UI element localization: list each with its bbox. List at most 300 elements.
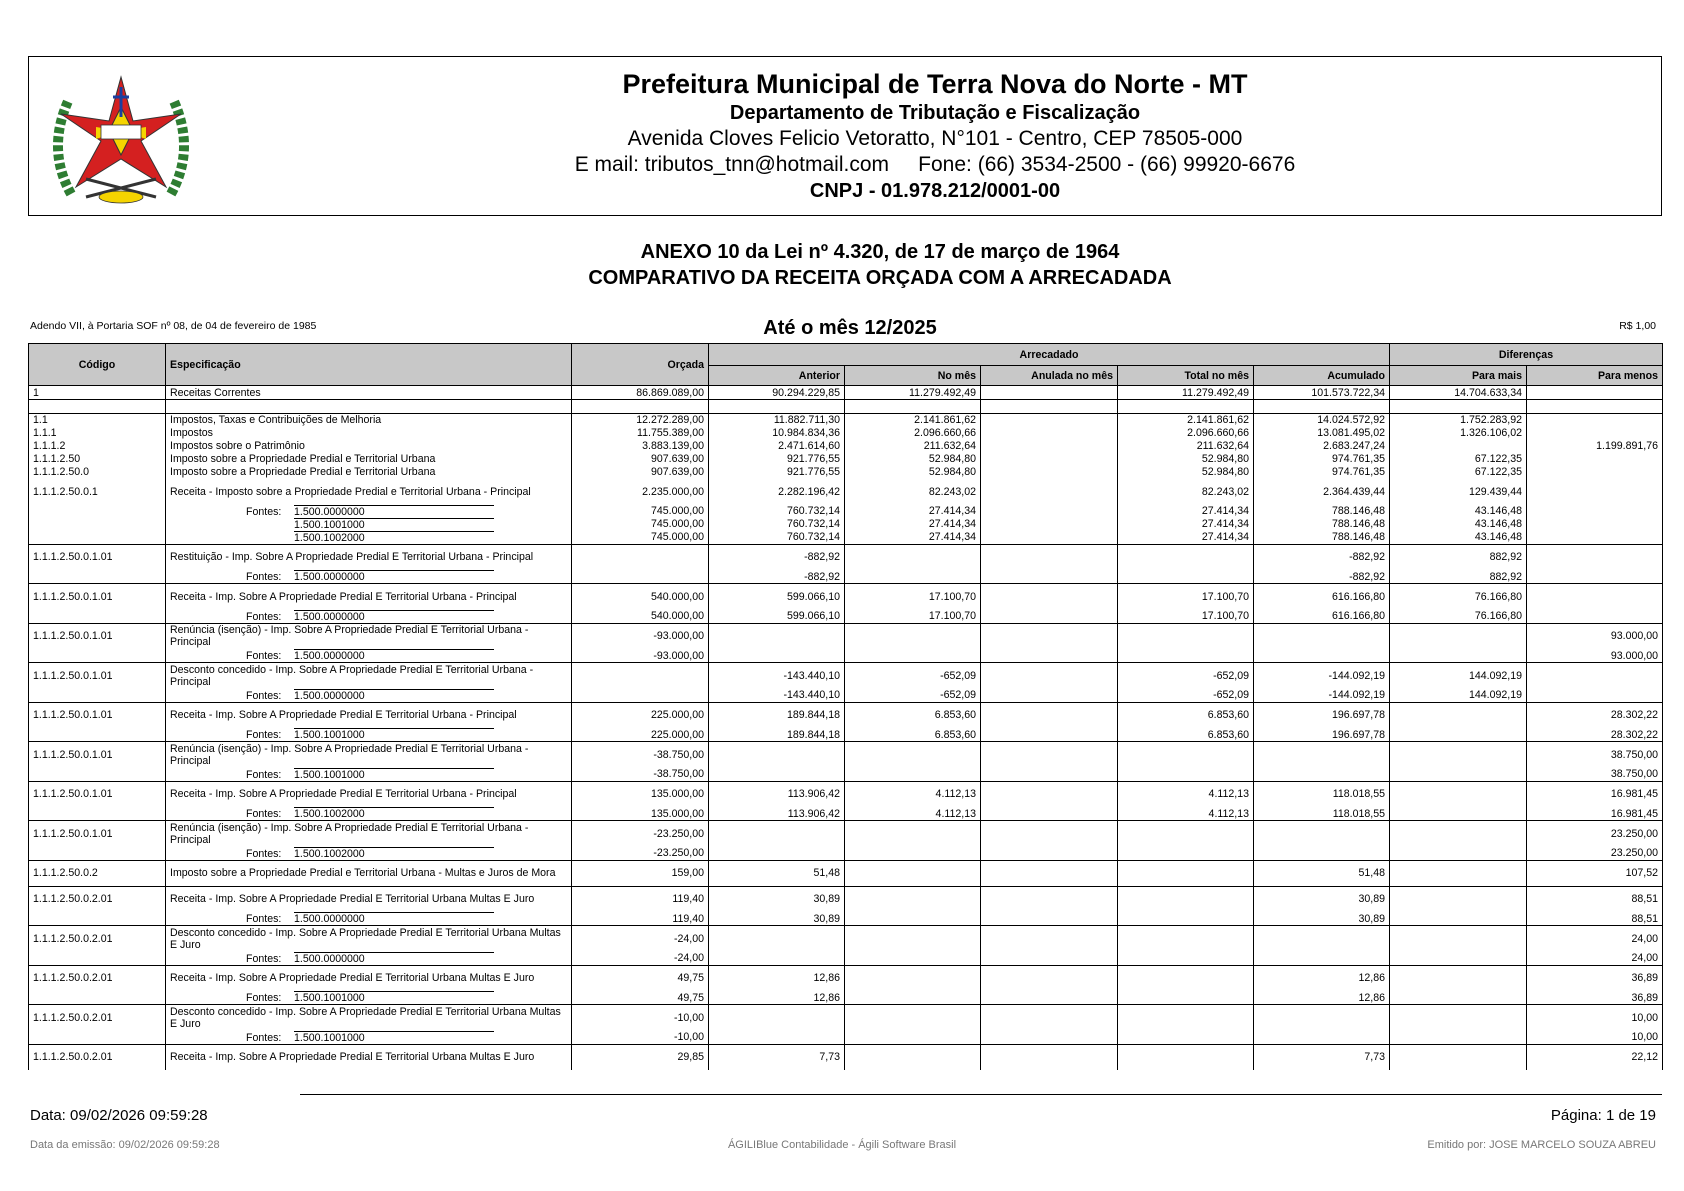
cell-anu	[981, 781, 1118, 807]
cell-orc: 159,00	[572, 860, 709, 886]
cell-ant: 599.066,10	[709, 610, 845, 624]
cell-ant	[709, 1031, 845, 1045]
cell-acu: -882,92	[1254, 570, 1390, 584]
cell-orc: -23.250,00	[572, 847, 709, 861]
cell-ant	[709, 742, 845, 768]
cell-tot	[1118, 1044, 1254, 1070]
cell-tot: 211.632,64	[1118, 440, 1254, 453]
cell-tot	[1118, 570, 1254, 584]
cell-mais: 129.439,44	[1390, 479, 1527, 505]
cell-acu: 13.081.495,02	[1254, 427, 1390, 440]
cell-mais	[1390, 807, 1527, 821]
cell-orc: -24,00	[572, 926, 709, 952]
cell-mais: 67.122,35	[1390, 466, 1527, 479]
cell-acu	[1254, 742, 1390, 768]
cell-menos	[1527, 570, 1663, 584]
cell-codigo: 1.1.1.2.50.0.2.01	[29, 965, 166, 991]
cell-mes	[845, 742, 981, 768]
cell-tot	[1118, 742, 1254, 768]
cell-acu	[1254, 926, 1390, 952]
fonte-code: 1.500.0000000	[294, 570, 494, 583]
cell-tot: 2.141.861,62	[1118, 414, 1254, 427]
cell-menos	[1527, 479, 1663, 505]
fontes-label: Fontes:	[246, 650, 282, 662]
col-anterior: Anterior	[709, 366, 845, 386]
fonte-code: 1.500.0000000	[294, 689, 494, 702]
cell-tot: 52.984,80	[1118, 466, 1254, 479]
table-row	[29, 926, 1663, 952]
cell-ant	[709, 926, 845, 952]
cell-anu	[981, 1044, 1118, 1070]
cell-orc	[572, 570, 709, 584]
cell-mais	[1390, 623, 1527, 649]
cell-acu: 51,48	[1254, 860, 1390, 886]
cell-tot	[1118, 1005, 1254, 1031]
cell-ant	[709, 847, 845, 861]
cell-anu	[981, 728, 1118, 742]
cell-codigo: 1.1.1.2.50.0.1.01	[29, 742, 166, 768]
cell-mes	[845, 1044, 981, 1070]
col-anulada: Anulada no mês	[981, 366, 1118, 386]
col-no-mes: No mês	[845, 366, 981, 386]
cell-menos	[1527, 414, 1663, 427]
cell-tot: -652,09	[1118, 689, 1254, 703]
cell-ant: -882,92	[709, 570, 845, 584]
cell-tot: 52.984,80	[1118, 453, 1254, 466]
cell-mais	[1390, 702, 1527, 728]
cell-anu	[981, 466, 1118, 479]
cell-mes: 27.414,34	[845, 505, 981, 518]
table-row	[29, 400, 1663, 414]
cell-mais	[1390, 952, 1527, 966]
table-row	[29, 663, 1663, 689]
cell-ant: -143.440,10	[709, 689, 845, 703]
fontes-label: Fontes:	[246, 768, 282, 781]
cell-anu	[981, 847, 1118, 861]
cell-orc: -23.250,00	[572, 821, 709, 847]
cell-tot: 6.853,60	[1118, 702, 1254, 728]
cell-acu: 118.018,55	[1254, 807, 1390, 821]
cell-tot: 27.414,34	[1118, 531, 1254, 545]
cell-orc: 86.869.089,00	[572, 386, 709, 400]
cell-fontes	[166, 570, 572, 584]
cell-especificacao: Receitas Correntes	[166, 386, 572, 400]
cell-codigo: 1.1	[29, 414, 166, 427]
cell-especificacao: Renúncia (isenção) - Imp. Sobre A Propriedade Predial E Territorial Urbana - Principal	[166, 623, 572, 649]
cell-acu	[1254, 768, 1390, 782]
cell-anu	[981, 505, 1118, 518]
cell-mes: 6.853,60	[845, 728, 981, 742]
cell-ant: 7,73	[709, 1044, 845, 1070]
fontes-label: Fontes:	[246, 505, 282, 518]
cell-fontes	[166, 728, 572, 742]
cell-orc: 907.639,00	[572, 466, 709, 479]
cell-codigo	[29, 531, 166, 545]
cell-menos: 24,00	[1527, 952, 1663, 966]
fonte-code: 1.500.1002000	[294, 807, 494, 820]
cell-orc: 135.000,00	[572, 807, 709, 821]
cell-codigo: 1.1.1.2.50.0.1.01	[29, 544, 166, 570]
cell-acu: 101.573.722,34	[1254, 386, 1390, 400]
cell-especificacao: Desconto concedido - Imp. Sobre A Propriedade Predial E Territorial Urbana Multas E Juro	[166, 926, 572, 952]
cell-anu	[981, 768, 1118, 782]
cell-ant: 2.282.196,42	[709, 479, 845, 505]
cell-anu	[981, 544, 1118, 570]
cell-mes	[845, 991, 981, 1005]
footer-date: Data: 09/02/2026 09:59:28	[30, 1107, 208, 1124]
cell-codigo: 1.1.1.2.50.0.1.01	[29, 623, 166, 649]
cell-fontes	[166, 768, 572, 782]
cell-codigo: 1.1.1.2.50.0.2.01	[29, 886, 166, 912]
cell-orc: -38.750,00	[572, 768, 709, 782]
cell-mais: 882,92	[1390, 544, 1527, 570]
cell-ant: 30,89	[709, 912, 845, 926]
cell-menos	[1527, 505, 1663, 518]
cell-orc: 119,40	[572, 886, 709, 912]
fontes-label: Fontes:	[246, 689, 282, 702]
cell-especificacao: Receita - Imposto sobre a Propriedade Predial e Territorial Urbana - Principal	[166, 479, 572, 505]
col-diferencas: Diferenças	[1390, 344, 1663, 366]
cell-ant: 2.471.614,60	[709, 440, 845, 453]
cell-ant: 113.906,42	[709, 807, 845, 821]
cell-orc: 49,75	[572, 965, 709, 991]
cell-ant: -143.440,10	[709, 663, 845, 689]
cell-acu	[1254, 1031, 1390, 1045]
fonte-row	[29, 610, 1663, 624]
cell-anu	[981, 427, 1118, 440]
cell-menos	[1527, 544, 1663, 570]
cell-codigo: 1.1.1.2	[29, 440, 166, 453]
cell-acu: 616.166,80	[1254, 610, 1390, 624]
cell-ant: 12,86	[709, 991, 845, 1005]
cell-menos: 10,00	[1527, 1031, 1663, 1045]
cell-codigo: 1.1.1.2.50.0	[29, 466, 166, 479]
cell-anu	[981, 807, 1118, 821]
cell-acu: 12,86	[1254, 965, 1390, 991]
cell-mais	[1390, 649, 1527, 663]
fonte-row	[29, 991, 1663, 1005]
cell-ant: 599.066,10	[709, 584, 845, 610]
cell-mais: 14.704.633,34	[1390, 386, 1527, 400]
cell-acu: 616.166,80	[1254, 584, 1390, 610]
cell-fontes	[166, 610, 572, 624]
fonte-row	[29, 912, 1663, 926]
cell-anu	[981, 440, 1118, 453]
cell-mes: 6.853,60	[845, 702, 981, 728]
table-body	[29, 386, 1663, 1071]
cell-ant	[709, 1005, 845, 1031]
cell-mais: 144.092,19	[1390, 689, 1527, 703]
cell-fontes	[166, 991, 572, 1005]
cell-anu	[981, 623, 1118, 649]
cell-codigo: 1.1.1.2.50.0.2.01	[29, 1044, 166, 1070]
cell-mais	[1390, 926, 1527, 952]
cell-tot: 17.100,70	[1118, 584, 1254, 610]
cell-menos	[1527, 531, 1663, 545]
cell-codigo	[29, 649, 166, 663]
fontes-label: Fontes:	[246, 992, 282, 1004]
cell-acu: 7,73	[1254, 1044, 1390, 1070]
col-arrecadado: Arrecadado	[709, 344, 1390, 366]
fonte-row	[29, 505, 1663, 518]
table-row	[29, 965, 1663, 991]
cell-orc: 225.000,00	[572, 702, 709, 728]
cell-mes: 211.632,64	[845, 440, 981, 453]
cell-fontes	[166, 807, 572, 821]
cell-mes: 4.112,13	[845, 807, 981, 821]
cell-ant	[709, 952, 845, 966]
fontes-label: Fontes:	[246, 610, 282, 623]
table-row	[29, 1005, 1663, 1031]
cell-especificacao: Desconto concedido - Imp. Sobre A Propriedade Predial E Territorial Urbana Multas E Juro	[166, 1005, 572, 1031]
cell-especificacao: Receita - Imp. Sobre A Propriedade Predial E Territorial Urbana Multas E Juro	[166, 965, 572, 991]
cell-menos: 107,52	[1527, 860, 1663, 886]
table-row	[29, 453, 1663, 466]
empty-cell	[29, 400, 166, 414]
fonte-code: 1.500.0000000	[294, 912, 494, 925]
cell-acu: -144.092,19	[1254, 663, 1390, 689]
cell-ant: 760.732,14	[709, 518, 845, 531]
cell-mes	[845, 649, 981, 663]
cell-orc: 119,40	[572, 912, 709, 926]
cell-mais	[1390, 821, 1527, 847]
cell-codigo	[29, 807, 166, 821]
cell-orc: -24,00	[572, 952, 709, 966]
cell-orc	[572, 663, 709, 689]
cell-mes	[845, 544, 981, 570]
cell-tot: 4.112,13	[1118, 781, 1254, 807]
cell-orc: 29,85	[572, 1044, 709, 1070]
cell-codigo: 1.1.1.2.50	[29, 453, 166, 466]
cell-ant: 760.732,14	[709, 531, 845, 545]
cell-mais	[1390, 860, 1527, 886]
cell-orc: 540.000,00	[572, 610, 709, 624]
cell-orc: -38.750,00	[572, 742, 709, 768]
cell-anu	[981, 1005, 1118, 1031]
cell-acu: 14.024.572,92	[1254, 414, 1390, 427]
fonte-row	[29, 952, 1663, 966]
cell-menos: 38.750,00	[1527, 768, 1663, 782]
cell-menos	[1527, 427, 1663, 440]
fonte-row	[29, 1031, 1663, 1045]
cell-tot: 27.414,34	[1118, 518, 1254, 531]
cell-orc: 2.235.000,00	[572, 479, 709, 505]
cell-codigo	[29, 728, 166, 742]
cell-mais: 43.146,48	[1390, 531, 1527, 545]
cell-orc: 540.000,00	[572, 584, 709, 610]
cell-orc: -10,00	[572, 1031, 709, 1045]
cell-menos: 16.981,45	[1527, 807, 1663, 821]
cell-anu	[981, 1031, 1118, 1045]
empty-cell	[166, 400, 572, 414]
cell-mais: 67.122,35	[1390, 453, 1527, 466]
cell-codigo	[29, 952, 166, 966]
cell-anu	[981, 479, 1118, 505]
cell-mes	[845, 1031, 981, 1045]
municipality-title: Prefeitura Municipal de Terra Nova do Norte - MT	[622, 69, 1248, 99]
cell-acu: 118.018,55	[1254, 781, 1390, 807]
cell-codigo: 1.1.1	[29, 427, 166, 440]
cell-codigo: 1	[29, 386, 166, 400]
empty-cell	[1118, 400, 1254, 414]
cell-tot	[1118, 991, 1254, 1005]
cell-acu: 788.146,48	[1254, 518, 1390, 531]
cell-acu: 196.697,78	[1254, 702, 1390, 728]
cell-tot	[1118, 649, 1254, 663]
cell-menos: 24,00	[1527, 926, 1663, 952]
cell-mais	[1390, 742, 1527, 768]
cell-anu	[981, 965, 1118, 991]
cell-codigo	[29, 610, 166, 624]
cell-codigo: 1.1.1.2.50.0.1.01	[29, 821, 166, 847]
fontes-label: Fontes:	[246, 729, 282, 741]
cell-ant: -882,92	[709, 544, 845, 570]
cell-mes: 17.100,70	[845, 584, 981, 610]
cell-mes: 27.414,34	[845, 531, 981, 545]
cell-mais	[1390, 847, 1527, 861]
cell-mais	[1390, 728, 1527, 742]
cell-especificacao: Receita - Imp. Sobre A Propriedade Predial E Territorial Urbana - Principal	[166, 584, 572, 610]
cell-menos: 10,00	[1527, 1005, 1663, 1031]
fonte-code: 1.500.1001000	[294, 768, 494, 781]
cell-codigo: 1.1.1.2.50.0.2.01	[29, 926, 166, 952]
cell-tot: 6.853,60	[1118, 728, 1254, 742]
cell-tot: 27.414,34	[1118, 505, 1254, 518]
cell-orc: -93.000,00	[572, 623, 709, 649]
cell-ant: 10.984.834,36	[709, 427, 845, 440]
cell-menos: 16.981,45	[1527, 781, 1663, 807]
cell-ant	[709, 821, 845, 847]
cell-especificacao: Restituição - Imp. Sobre A Propriedade Predial E Territorial Urbana - Principal	[166, 544, 572, 570]
cell-mais	[1390, 440, 1527, 453]
cell-acu: 196.697,78	[1254, 728, 1390, 742]
cell-mes: 17.100,70	[845, 610, 981, 624]
cell-mes: 82.243,02	[845, 479, 981, 505]
cell-ant: 189.844,18	[709, 702, 845, 728]
table-row	[29, 702, 1663, 728]
cell-tot	[1118, 847, 1254, 861]
cell-anu	[981, 663, 1118, 689]
cell-orc: -10,00	[572, 1005, 709, 1031]
cell-anu	[981, 912, 1118, 926]
cell-orc: 745.000,00	[572, 531, 709, 545]
cell-acu: 30,89	[1254, 912, 1390, 926]
report-title: COMPARATIVO DA RECEITA ORÇADA COM A ARRECADADA	[588, 267, 1172, 289]
cell-mais	[1390, 768, 1527, 782]
cell-ant: 30,89	[709, 886, 845, 912]
cell-especificacao: Renúncia (isenção) - Imp. Sobre A Propriedade Predial E Territorial Urbana - Principal	[166, 742, 572, 768]
cell-fontes	[166, 847, 572, 861]
cell-orc	[572, 689, 709, 703]
cell-mes	[845, 847, 981, 861]
table-row	[29, 623, 1663, 649]
cell-anu	[981, 702, 1118, 728]
cell-anu	[981, 453, 1118, 466]
footer-page: Página: 1 de 19	[1550, 1107, 1656, 1124]
cell-orc: -93.000,00	[572, 649, 709, 663]
cell-menos	[1527, 689, 1663, 703]
period-title: Até o mês 12/2025	[763, 317, 937, 339]
cell-fontes	[166, 531, 572, 545]
cell-tot	[1118, 965, 1254, 991]
cell-acu: 30,89	[1254, 886, 1390, 912]
cell-tot	[1118, 768, 1254, 782]
cell-mes: 2.141.861,62	[845, 414, 981, 427]
cell-tot: 2.096.660,66	[1118, 427, 1254, 440]
cell-mes: 4.112,13	[845, 781, 981, 807]
cell-mes	[845, 886, 981, 912]
cell-mes	[845, 965, 981, 991]
adendo-note: Adendo VII, à Portaria SOF nº 08, de 04 de fevereiro de 1985	[30, 320, 317, 332]
table-row	[29, 414, 1663, 427]
fonte-code: 1.500.0000000	[294, 610, 494, 623]
table-row	[29, 860, 1663, 886]
cell-mes: 27.414,34	[845, 518, 981, 531]
fontes-label: Fontes:	[246, 913, 282, 925]
cell-anu	[981, 952, 1118, 966]
col-acumulado: Acumulado	[1254, 366, 1390, 386]
cell-tot	[1118, 544, 1254, 570]
cell-codigo	[29, 518, 166, 531]
cell-menos	[1527, 466, 1663, 479]
cell-orc: 49,75	[572, 991, 709, 1005]
cell-codigo	[29, 912, 166, 926]
cell-acu: 974.761,35	[1254, 453, 1390, 466]
cell-ant: 12,86	[709, 965, 845, 991]
cell-tot	[1118, 952, 1254, 966]
cell-mes: 52.984,80	[845, 466, 981, 479]
cell-mes: 11.279.492,49	[845, 386, 981, 400]
cell-fontes	[166, 1031, 572, 1045]
cell-menos: 88,51	[1527, 886, 1663, 912]
cell-tot: 82.243,02	[1118, 479, 1254, 505]
table-row	[29, 584, 1663, 610]
cell-mais: 76.166,80	[1390, 584, 1527, 610]
cell-mais	[1390, 991, 1527, 1005]
cell-acu: 788.146,48	[1254, 505, 1390, 518]
table-row	[29, 1044, 1663, 1070]
cell-menos	[1527, 610, 1663, 624]
cell-especificacao: Receita - Imp. Sobre A Propriedade Predial E Territorial Urbana Multas E Juro	[166, 1044, 572, 1070]
empty-cell	[1390, 400, 1527, 414]
cell-ant	[709, 623, 845, 649]
table-row	[29, 742, 1663, 768]
cell-menos: 36,89	[1527, 965, 1663, 991]
fonte-row	[29, 728, 1663, 742]
fonte-row	[29, 531, 1663, 545]
cell-mes: -652,09	[845, 689, 981, 703]
cell-orc: 135.000,00	[572, 781, 709, 807]
cell-mais: 76.166,80	[1390, 610, 1527, 624]
cell-mes	[845, 623, 981, 649]
cell-ant: 760.732,14	[709, 505, 845, 518]
empty-cell	[709, 400, 845, 414]
cell-orc: 907.639,00	[572, 453, 709, 466]
cell-ant	[709, 649, 845, 663]
fonte-row	[29, 768, 1663, 782]
cell-acu	[1254, 952, 1390, 966]
cell-menos	[1527, 386, 1663, 400]
cell-acu	[1254, 847, 1390, 861]
cell-especificacao: Imposto sobre a Propriedade Predial e Territorial Urbana	[166, 466, 572, 479]
cell-ant	[709, 768, 845, 782]
cell-especificacao: Impostos	[166, 427, 572, 440]
fonte-code: 1.500.0000000	[294, 505, 494, 518]
cell-mes	[845, 570, 981, 584]
cell-acu	[1254, 623, 1390, 649]
cell-mais: 1.752.283,92	[1390, 414, 1527, 427]
cell-fontes	[166, 505, 572, 518]
